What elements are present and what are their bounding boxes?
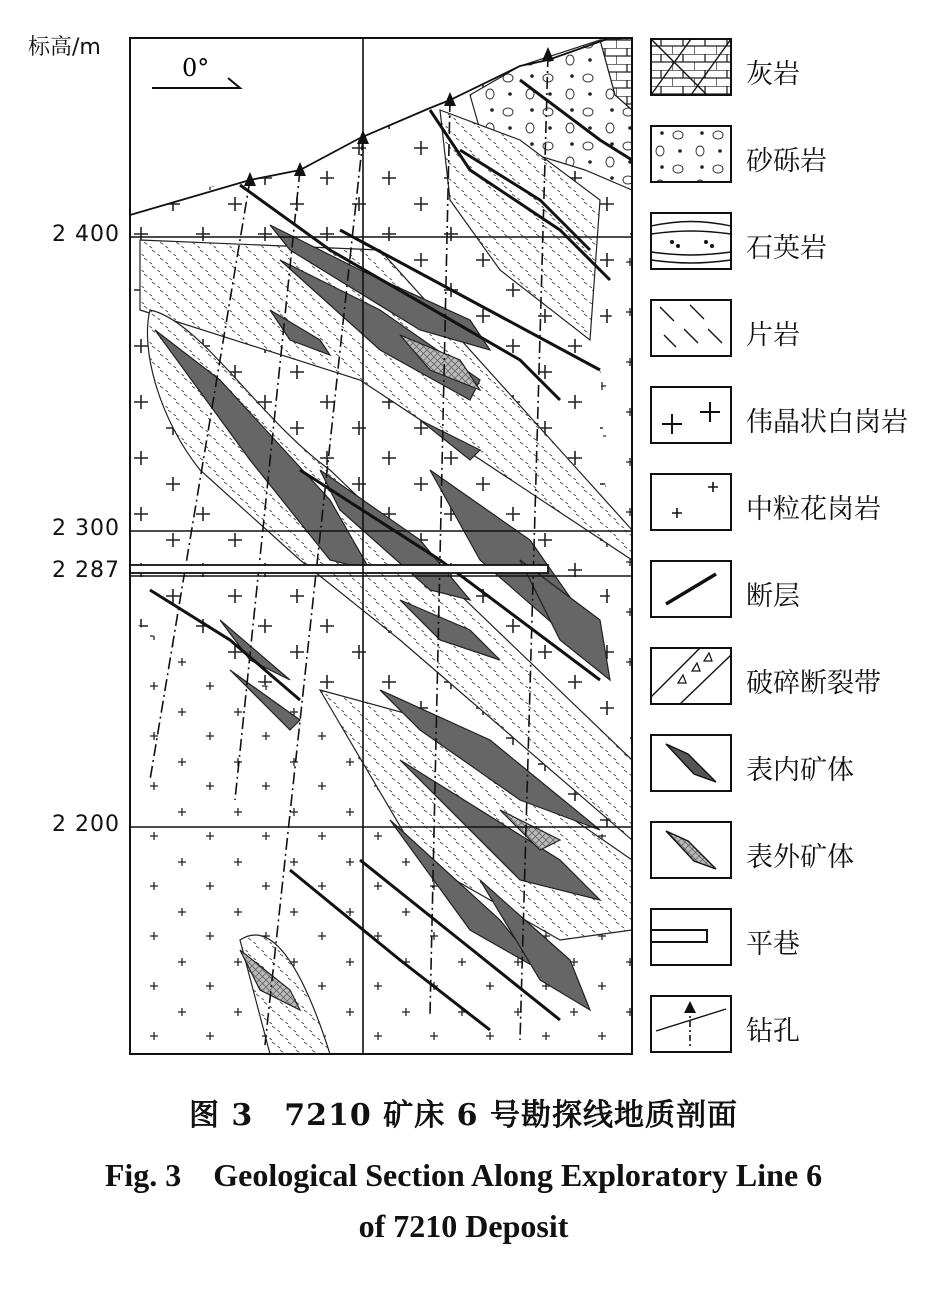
borehole-swatch bbox=[650, 995, 732, 1053]
figure-caption-en-line1: Fig. 3 Geological Section Along Exploratory Line 6 bbox=[104, 1157, 823, 1193]
legend-item-drift bbox=[650, 908, 927, 968]
legend-item-ore-body-in bbox=[650, 734, 927, 794]
legend-item-quartzite bbox=[650, 212, 927, 272]
ore-body-out-swatch bbox=[650, 821, 732, 879]
drift bbox=[130, 565, 548, 573]
legend-label: 表外矿体 bbox=[746, 842, 854, 873]
legend-item-fault bbox=[650, 560, 927, 620]
legend-label: 伟晶状白岗岩 bbox=[746, 407, 908, 438]
plus-small-swatch bbox=[650, 473, 732, 531]
orientation-label: 0° bbox=[182, 54, 210, 82]
legend-item-borehole bbox=[650, 995, 927, 1055]
elevation-tick-2200: 2 200 bbox=[52, 812, 120, 837]
quartzite-swatch bbox=[650, 212, 732, 270]
drift-swatch bbox=[650, 908, 732, 966]
legend-label: 表内矿体 bbox=[746, 755, 854, 786]
figure-caption-cn: 图 3 7210 矿床 6 号勘探线地质剖面 bbox=[188, 1098, 739, 1133]
legend-item-medium-granite bbox=[650, 473, 927, 533]
legend-item-schist bbox=[650, 299, 927, 359]
legend-label: 中粒花岗岩 bbox=[746, 494, 881, 525]
schist-swatch bbox=[650, 299, 732, 357]
legend-label: 钻孔 bbox=[746, 1016, 800, 1047]
plus-large-swatch bbox=[650, 386, 732, 444]
legend-label: 断层 bbox=[746, 581, 800, 612]
legend-item-ore-body-out bbox=[650, 821, 927, 881]
fault-swatch bbox=[650, 560, 732, 618]
legend-item-conglomerate bbox=[650, 125, 927, 185]
legend-label: 石英岩 bbox=[746, 233, 827, 264]
legend-label: 破碎断裂带 bbox=[746, 668, 881, 699]
legend-item-fracture-zone bbox=[650, 647, 927, 707]
legend-label: 片岩 bbox=[746, 320, 800, 351]
legend-label: 灰岩 bbox=[746, 59, 800, 90]
elevation-tick-2400: 2 400 bbox=[52, 222, 120, 247]
figure-caption-en-line2: of 7210 Deposit bbox=[358, 1208, 569, 1244]
legend-item-pegmatitic-alaskite bbox=[650, 386, 927, 446]
conglomerate-swatch bbox=[650, 125, 732, 183]
legend-label: 平巷 bbox=[746, 929, 800, 960]
elevation-tick-2287: 2 287 bbox=[52, 558, 120, 583]
fracture-zone-swatch bbox=[650, 647, 732, 705]
limestone-swatch bbox=[650, 38, 732, 96]
ore-body-in-swatch bbox=[650, 734, 732, 792]
elevation-tick-2300: 2 300 bbox=[52, 516, 120, 541]
legend-label: 砂砾岩 bbox=[746, 146, 827, 177]
elevation-unit-label: 标高/m bbox=[28, 35, 101, 60]
section-map bbox=[130, 38, 632, 1054]
legend-item-limestone bbox=[650, 38, 927, 98]
